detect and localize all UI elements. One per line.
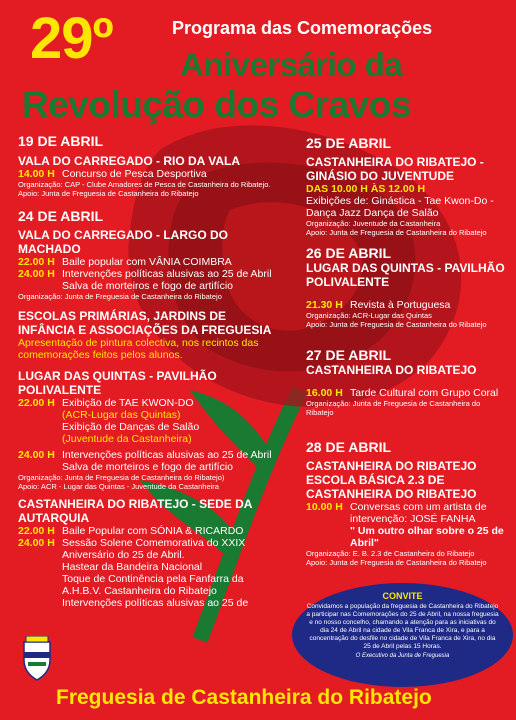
day-25-time: DAS 10.00 H ÀS 12.00 H (306, 183, 426, 195)
sede-event-2b (18, 561, 280, 573)
event-text: Intervenções políticas alusivas ao 25 de Abril (62, 268, 272, 280)
quintas-apoio: Apoio: ACR - Lugar das Quintas - Juventude da Castanheira (18, 482, 219, 491)
day-19-apoio: Apoio: Junta de Freguesia de Castanheira do Ribatejo (18, 189, 199, 198)
right-column (306, 135, 506, 567)
day-19 (18, 133, 280, 198)
quintas-event-2 (18, 449, 280, 461)
event-time: 24.00 H (18, 537, 55, 549)
day-27-org: Organização: Junta de Freguesia de Castanheira do Ribatejo (306, 399, 481, 417)
sede-event-1 (18, 525, 280, 537)
quintas-event-1b (18, 421, 280, 433)
title-line-2: Revolução dos Cravos (22, 84, 411, 125)
day-24-place: VALA DO CARREGADO - LARGO DO MACHADO (18, 228, 228, 256)
day-24-date: 24 DE ABRIL (18, 208, 104, 224)
day-25-org: Organização: Juventude da Castanheira (306, 219, 441, 228)
day-26-apoio: Apoio: Junta de Freguesia de Castanheira do Ribatejo (306, 320, 487, 329)
day-27-event (306, 387, 506, 399)
day-24-event-1 (18, 256, 280, 268)
parish-crest-icon (20, 636, 54, 682)
sede-event-2c (18, 573, 280, 597)
day-24-event-2-extra (18, 280, 280, 292)
event-text: Intervenções políticas alusivas ao 25 de (62, 597, 249, 609)
left-column (18, 133, 280, 609)
event-time: 16.00 H (306, 387, 343, 399)
day-19-org: Organização: CAP - Clube Amadores de Pesca de Castanheira do Ribatejo. (18, 180, 271, 189)
event-time: 22.00 H (18, 525, 55, 537)
day-25-place: CASTANHEIRA DO RIBATEJO - GINÁSIO DO JUVENTUDE (306, 155, 484, 183)
quintas-event-1-sub (18, 409, 280, 421)
quintas-place: LUGAR DAS QUINTAS - PAVILHÃO POLIVALENTE (18, 369, 217, 397)
program-subtitle: Programa das Comemorações (172, 18, 433, 38)
event-time: 10.00 H (306, 501, 343, 513)
title-line-1: Aniversário da (180, 46, 403, 83)
convite-oval (292, 583, 513, 687)
anniversary-number: 29º (30, 6, 113, 71)
event-text: Exibição de Danças de Salão (62, 421, 200, 433)
day-27-place: CASTANHEIRA DO RIBATEJO (306, 363, 477, 377)
day-26-org: Organização: ACR-Lugar das Quintas (306, 311, 432, 320)
event-text: Intervenções políticas alusivas ao 25 de Abril (62, 449, 272, 461)
event-text: Hastear da Bandeira Nacional (62, 561, 203, 573)
day-25-date: 25 DE ABRIL (306, 135, 392, 151)
event-text: Exibição de TAE KWON-DO (62, 397, 194, 409)
event-quote: " Um outro olhar sobre o 25 de Abril" (350, 525, 504, 549)
event-time: 22.00 H (18, 256, 55, 268)
day-28-org: Organização: E. B. 2.3 de Castanheira do Ribatejo (306, 549, 475, 558)
quintas-org: Organização: Junta de Freguesia de Castanheira do Ribatejo) (18, 473, 225, 482)
day-25-apoio: Apoio: Junta de Freguesia de Castanheira do Ribatejo (306, 228, 487, 237)
day-25-text: Exibições de: Ginástica - Tae Kwon-Do - Dança Jazz Dança de Salão (306, 195, 494, 219)
escolas-block (18, 309, 280, 361)
event-time: 21.30 H (306, 299, 343, 311)
sede-block (18, 497, 280, 609)
event-text: Baile popular com VÂNIA COIMBRA (62, 256, 232, 268)
day-24-event-2 (18, 268, 280, 280)
event-text: Revista à Portuguesa (350, 299, 451, 311)
day-28 (306, 439, 506, 567)
convite-title: CONVITE (382, 591, 423, 601)
quintas-event-2-extra (18, 461, 280, 473)
event-time: 14.00 H (18, 168, 55, 180)
event-sub: (Juventude da Castanheira) (62, 433, 192, 445)
day-27-date: 27 DE ABRIL (306, 347, 392, 363)
escolas-place: ESCOLAS PRIMÁRIAS, JARDINS DE INFÂNCIA E ASSOCIAÇÕES DA FREGUESIA (18, 309, 272, 337)
day-28-apoio: Apoio: Junta de Freguesia de Castanheira do Ribatejo (306, 558, 487, 567)
day-26-place: LUGAR DAS QUINTAS - PAVILHÃO POLIVALENTE (306, 261, 505, 289)
event-sub: (ACR-Lugar das Quintas) (62, 409, 181, 421)
event-text: Sessão Solene Comemorativa do XXIX Aniversário do 25 de Abril. (62, 537, 246, 561)
event-time: 22.00 H (18, 397, 55, 409)
event-text: Concurso de Pesca Desportiva (62, 168, 207, 180)
day-19-place: VALA DO CARREGADO - RIO DA VALA (18, 154, 240, 168)
day-26-event (306, 299, 506, 311)
event-text: Tarde Cultural com Grupo Coral (350, 387, 499, 399)
escolas-text: Apresentação de pintura colectiva, nos recintos das comemorações feitos pelos alunos. (18, 337, 259, 361)
convite-text: Convidamos a população da freguesia de Castanheira do Ribatejo a participar nas Comemorações do 25 de Abril, na nossa freguesia e no nosso concelho, chamando a atenção para as iniciativas do dia 24 de Abril na cidade de Vila Franca de Xira, e para a concentração do desfile no cidade de Vila Franca de Xira, no dia 25 de Abril pelas 15 Horas. (306, 603, 499, 650)
day-26-date: 26 DE ABRIL (306, 245, 392, 261)
event-text: Baile Popular com SÓNIA & RICARDO (62, 525, 244, 537)
event-extra: Salva de morteiros e fogo de artifício (62, 461, 234, 473)
convite-signature: O Executivo da Junta de Freguesia (355, 653, 450, 659)
sede-event-2d (18, 597, 280, 609)
day-19-event (18, 168, 280, 180)
day-27 (306, 347, 506, 417)
event-time: 24.00 H (18, 449, 55, 461)
sede-place: CASTANHEIRA DO RIBATEJO - SEDE DA AUTARQUIA (18, 497, 253, 525)
day-28-date: 28 DE ABRIL (306, 439, 392, 455)
day-25 (306, 135, 506, 237)
event-extra: Salva de morteiros e fogo de artifício (62, 280, 234, 292)
quintas-block (18, 369, 280, 491)
day-28-event (306, 501, 506, 525)
day-24 (18, 208, 280, 301)
day-28-place: CASTANHEIRA DO RIBATEJO ESCOLA BÁSICA 2.3 DE CASTANHEIRA DO RIBATEJO (306, 459, 477, 501)
footer-title: Freguesia de Castanheira do Ribatejo (56, 686, 432, 709)
event-text: Toque de Continência pela Fanfarra da A.H.B.V. Castanheira do Ribatejo (62, 573, 244, 597)
day-28-quote (306, 525, 506, 549)
quintas-event-1 (18, 397, 280, 409)
day-24-org: Organização: Junta de Freguesia de Castanheira do Ribatejo (18, 292, 222, 301)
sede-event-2 (18, 537, 280, 561)
event-time: 24.00 H (18, 268, 55, 280)
day-19-date: 19 DE ABRIL (18, 133, 104, 149)
event-text: Conversas com um artista de intervenção: JOSÉ FANHA (350, 501, 487, 525)
quintas-event-1b-sub (18, 433, 280, 445)
day-26 (306, 245, 506, 329)
